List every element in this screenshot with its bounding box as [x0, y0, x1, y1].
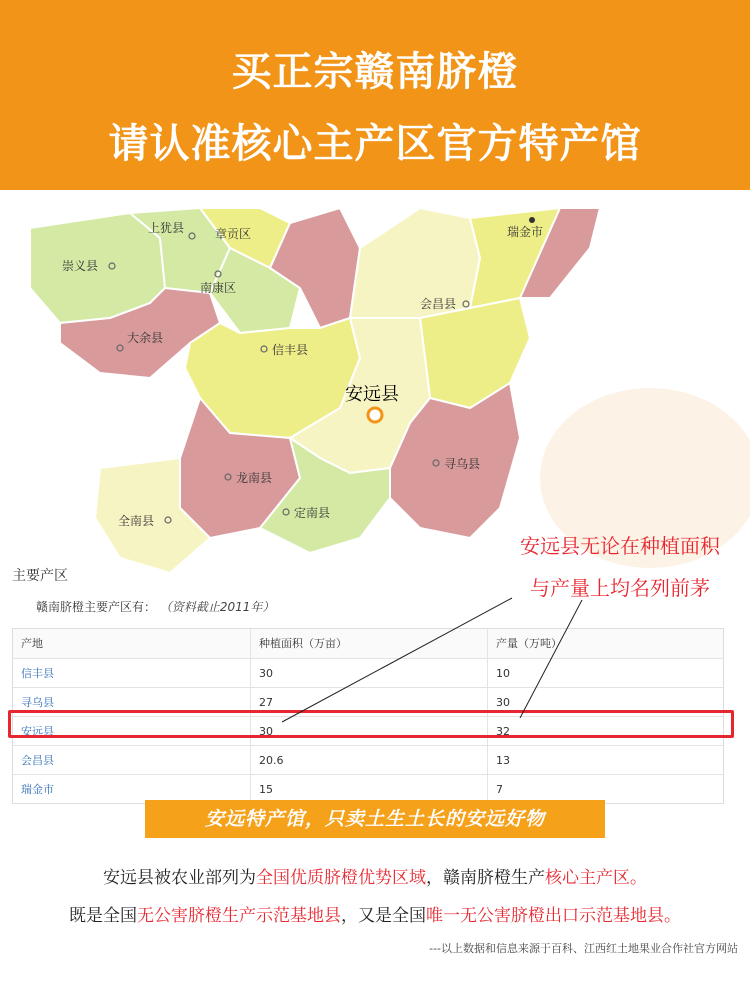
place-link[interactable]: 瑞金市 — [21, 783, 54, 796]
area-value: 30 — [250, 717, 487, 745]
callout-line-1: 安远县无论在种植面积 — [520, 534, 720, 558]
map-label-xunwu: 寻乌县 — [444, 457, 481, 471]
output-value: 30 — [487, 688, 723, 716]
output-value: 10 — [487, 659, 723, 687]
place-link[interactable]: 信丰县 — [21, 667, 54, 680]
pointer-line-output — [520, 600, 582, 718]
output-value: 32 — [487, 717, 723, 745]
map-label-zhanggong: 章贡区 — [215, 227, 252, 241]
map-label-huichang: 会昌县 — [420, 297, 457, 311]
header-output: 产量（万吨） — [487, 629, 723, 658]
header-area: 种植面积（万亩） — [250, 629, 487, 658]
place-link[interactable]: 寻乌县 — [21, 696, 54, 709]
source-note: ---以上数据和信息来源于百科、江西红土地果业合作社官方网站 — [429, 942, 738, 955]
map-label-dingnan: 定南县 — [294, 506, 331, 520]
map-label-nankang: 南康区 — [200, 281, 237, 295]
place-link[interactable]: 安远县 — [21, 725, 54, 738]
map-label-longnan: 龙南县 — [236, 471, 273, 485]
p1-text-c: ，赣南脐橙生产 — [426, 868, 545, 888]
paragraph-line-1 — [0, 863, 750, 888]
slogan-banner: 安远特产馆，只卖土生土长的安远好物 — [145, 800, 605, 838]
banner-title: 买正宗赣南脐橙 — [231, 49, 519, 95]
p2-highlight-b: 无公害脐橙生产示范基地县 — [137, 906, 341, 926]
map-label-shangyou: 上犹县 — [148, 221, 185, 235]
output-value: 7 — [487, 775, 723, 803]
map-label-chongyi: 崇义县 — [62, 259, 99, 273]
p1-text-a: 安远县被农业部列为 — [103, 868, 256, 888]
place-link[interactable]: 会昌县 — [21, 754, 54, 767]
map-label-anyuan: 安远县 — [345, 384, 399, 405]
paragraph-line-2 — [0, 901, 750, 926]
subtitle-prefix: 赣南脐橙主要产区有： — [36, 600, 157, 614]
output-value: 13 — [487, 746, 723, 774]
p1-highlight-b: 全国优质脐橙优势区域 — [256, 868, 426, 888]
map-label-dayu: 大余县 — [127, 331, 164, 345]
area-value: 15 — [250, 775, 487, 803]
callout-line-2: 与产量上均名列前茅 — [530, 576, 710, 600]
p2-text-c: ，又是全国 — [341, 906, 426, 926]
p2-highlight-d: 唯一无公害脐橙出口示范基地县。 — [426, 906, 681, 926]
p1-highlight-d: 核心主产区。 — [545, 868, 647, 888]
area-value: 30 — [250, 659, 487, 687]
map-label-quannan: 全南县 — [118, 514, 155, 528]
p2-text-a: 既是全国 — [69, 906, 137, 926]
pointer-line-area — [282, 598, 512, 722]
banner-subtitle: 请认准核心主产区官方特产馆 — [108, 121, 642, 167]
map-label-xinfeng: 信丰县 — [272, 343, 309, 357]
subtitle-note: （资料截止2011年） — [159, 600, 275, 614]
map-label-ruijin: 瑞金市 — [507, 225, 544, 239]
area-value: 20.6 — [250, 746, 487, 774]
header-place: 产地 — [21, 637, 43, 650]
section-title: 主要产区 — [12, 568, 68, 584]
area-value: 27 — [250, 688, 487, 716]
